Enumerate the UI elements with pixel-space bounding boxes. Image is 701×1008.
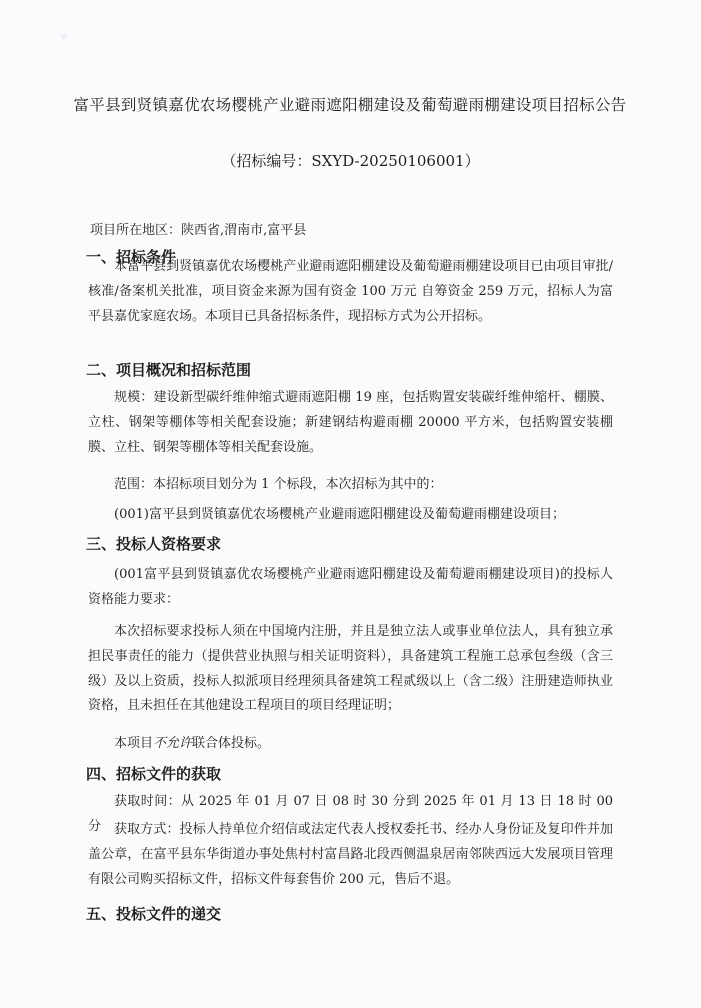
p3-text-c: 联合体投标。: [192, 736, 271, 751]
section-heading-3: 三、投标人资格要求: [86, 535, 222, 553]
section-2-lot: (001)富平县到贤镇嘉优农场樱桃产业避雨遮阳棚建设及葡萄避雨棚建设项目；: [114, 507, 565, 522]
section-3-paragraph-1: (001富平县到贤镇嘉优农场樱桃产业避雨遮阳棚建设及葡萄避雨棚建设项目)的投标人资格能力要求：: [88, 567, 613, 607]
watermark: ✕: [57, 28, 72, 45]
section-heading-5: 五、投标文件的递交: [86, 905, 222, 923]
section-2-scope: 范围：本招标项目划分为 1 个标段，本次招标为其中的：: [114, 477, 443, 492]
section-1-paragraph: 本富平县到贤镇嘉优农场樱桃产业避雨遮阳棚建设及葡萄避雨棚建设项目已由项目审批/核准/备案机关批准，项目资金来源为国有资金 100 万元 自筹资金 259 万元，招标人为富平县嘉优家庭农场。本项目已具备招标条件，现招标方式为公开招标。: [88, 259, 613, 324]
section-2-scale: 规模：建设新型碳纤维伸缩式避雨遮阳棚 19 座，包括购置安装碳纤维伸缩杆、棚膜、立柱、钢架等棚体等相关配套设施；新建钢结构避雨棚 20000 平方米，包括购置安装棚膜、立柱、钢架等棚体等相关配套设施。: [88, 390, 613, 455]
p3-not-allowed: 不允许: [153, 736, 193, 751]
section-4-time: 获取时间：从 2025 年 01 月 07 日 08 时 30 分到 2025 年 01 月 13 日 18 时 00 分: [88, 794, 613, 834]
section-heading-2: 二、项目概况和招标范围: [86, 361, 252, 379]
notice-title: 富平县到贤镇嘉优农场樱桃产业避雨遮阳棚建设及葡萄避雨棚建设项目招标公告: [73, 96, 627, 114]
project-region: 项目所在地区：陕西省,渭南市,富平县: [90, 223, 307, 238]
p3-text-a: 本项目: [114, 736, 154, 751]
section-4-method: 获取方式：投标人持单位介绍信或法定代表人授权委托书、经办人身份证及复印件并加盖公章，在富平县东华街道办事处焦村村富昌路北段西侧温泉居南邻陕西远大发展项目管理有限公司购买招标文件，招标文件每套售价 200 元，售后不退。: [88, 822, 613, 887]
section-heading-1: 一、招标条件: [86, 248, 177, 266]
section-3-paragraph-3: [88, 732, 613, 757]
tender-code: （招标编号：SXYD-20250106001）: [221, 152, 480, 170]
section-3-paragraph-2: 本次招标要求投标人须在中国境内注册，并且是独立法人或事业单位法人，具有独立承担民事责任的能力（提供营业执照与相关证明资料），具备建筑工程施工总承包叁级（含三级）及以上资质，投标人拟派项目经理须具备建筑工程贰级以上（含二级）注册建造师执业资格，且未担任在其他建设工程项目的项目经理证明；: [88, 624, 613, 714]
section-heading-4: 四、招标文件的获取: [86, 765, 222, 783]
